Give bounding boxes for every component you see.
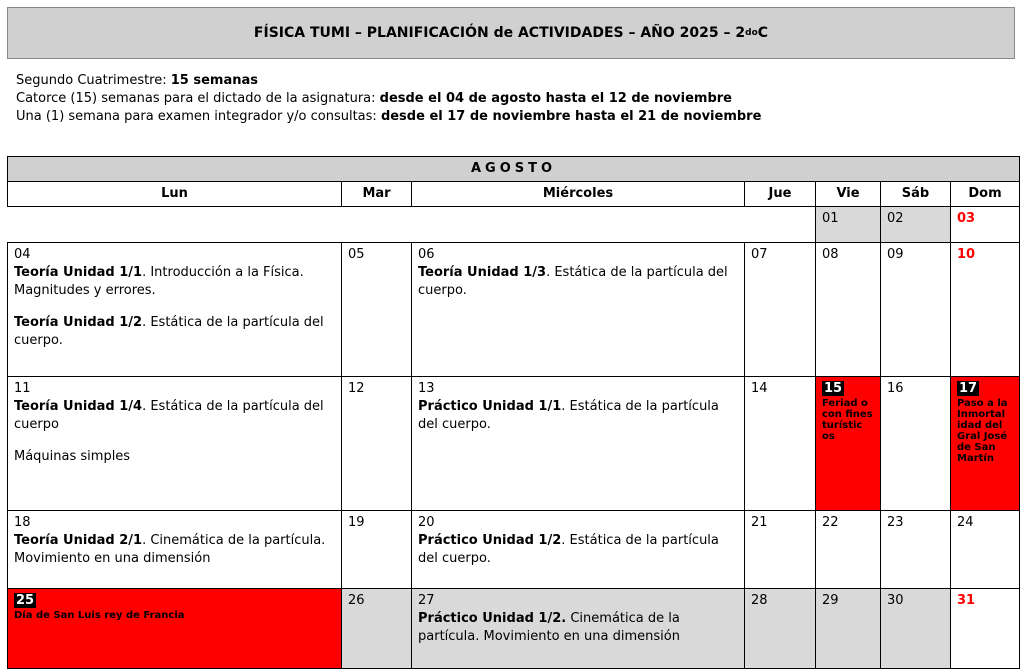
holiday-label: Feriad o con fines turístic os bbox=[822, 398, 873, 442]
day-cell-10: 10 bbox=[951, 243, 1020, 377]
day-cell-06: 06 Teoría Unidad 1/3. Estática de la partícula del cuerpo. bbox=[412, 243, 745, 377]
week-row-4 bbox=[8, 589, 1020, 669]
holiday-cell-15 bbox=[816, 377, 881, 511]
week-row-1 bbox=[8, 243, 1020, 377]
day-cell-22: 22 bbox=[816, 511, 881, 589]
day-cell-31: 31 bbox=[951, 589, 1020, 669]
header-lun: Lun bbox=[8, 182, 342, 207]
day-cell-21: 21 bbox=[745, 511, 816, 589]
day-cell-02: 02 bbox=[881, 207, 951, 243]
week-row-3 bbox=[8, 511, 1020, 589]
day-cell-13: 13 Práctico Unidad 1/1. Estática de la partícula del cuerpo. bbox=[412, 377, 745, 511]
holiday-label: Día de San Luis rey de Francia bbox=[14, 610, 185, 621]
holiday-day-number: 25 bbox=[16, 593, 35, 608]
day-cell-29: 29 bbox=[816, 589, 881, 669]
day-cell-11: 11 Teoría Unidad 1/4. Estática de la partícula del cuerpo Máquinas simples bbox=[8, 377, 342, 511]
activity-extra: Máquinas simples bbox=[14, 449, 131, 464]
day-cell-01: 01 bbox=[816, 207, 881, 243]
day-cell-24: 24 bbox=[951, 511, 1020, 589]
holiday-label: Paso a la Inmortal idad del Gral José de San Martín bbox=[957, 398, 1008, 464]
activity-entry: Práctico Unidad 1/2. Estática de la partícula del cuerpo. bbox=[418, 533, 719, 566]
month-row bbox=[8, 157, 1020, 182]
day-cell-26: 26 bbox=[342, 589, 412, 669]
empty-cell bbox=[8, 207, 816, 243]
day-cell-08: 08 bbox=[816, 243, 881, 377]
page-title bbox=[7, 7, 1015, 59]
day-cell-04: 04 Teoría Unidad 1/1. Introducción a la Física. Magnitudes y errores. Teoría Unidad 1/2. Estática de la partícula del cuerpo. bbox=[8, 243, 342, 377]
day-cell-27: 27 Práctico Unidad 1/2. Cinemática de la partícula. Movimiento en una dimensión bbox=[412, 589, 745, 669]
weekday-header-row bbox=[8, 182, 1020, 207]
activity-entry: Teoría Unidad 1/4. Estática de la partícula del cuerpo bbox=[14, 399, 324, 432]
activity-entry: Teoría Unidad 1/3. Estática de la partícula del cuerpo. bbox=[418, 265, 728, 298]
day-cell-14: 14 bbox=[745, 377, 816, 511]
header-mie: Miércoles bbox=[412, 182, 745, 207]
holiday-cell-25 bbox=[8, 589, 342, 669]
holiday-day-number: 17 bbox=[959, 381, 978, 396]
info-line-3: Una (1) semana para examen integrador y/o consultas: desde el 17 de noviembre hasta el 21 de noviembre bbox=[16, 109, 762, 124]
title-sup: do bbox=[745, 28, 758, 38]
calendar-table bbox=[7, 156, 1020, 669]
day-cell-05: 05 bbox=[342, 243, 412, 377]
day-cell-23: 23 bbox=[881, 511, 951, 589]
day-cell-19: 19 bbox=[342, 511, 412, 589]
day-cell-16: 16 bbox=[881, 377, 951, 511]
day-cell-07: 07 bbox=[745, 243, 816, 377]
header-vie: Vie bbox=[816, 182, 881, 207]
day-cell-18: 18 Teoría Unidad 2/1. Cinemática de la partícula. Movimiento en una dimensión bbox=[8, 511, 342, 589]
week-row-0 bbox=[8, 207, 1020, 243]
header-sab: Sáb bbox=[881, 182, 951, 207]
day-cell-03: 03 bbox=[951, 207, 1020, 243]
week-row-2 bbox=[8, 377, 1020, 511]
holiday-cell-17 bbox=[951, 377, 1020, 511]
holiday-day-number: 15 bbox=[824, 381, 843, 396]
day-cell-09: 09 bbox=[881, 243, 951, 377]
activity-entry: Teoría Unidad 2/1. Cinemática de la partícula. Movimiento en una dimensión bbox=[14, 533, 326, 566]
day-cell-20: 20 Práctico Unidad 1/2. Estática de la partícula del cuerpo. bbox=[412, 511, 745, 589]
header-mar: Mar bbox=[342, 182, 412, 207]
activity-entry: Práctico Unidad 1/1. Estática de la partícula del cuerpo. bbox=[418, 399, 719, 432]
header-jue: Jue bbox=[745, 182, 816, 207]
activity-entry: Teoría Unidad 1/1. Introducción a la Física. Magnitudes y errores. bbox=[14, 265, 304, 298]
day-cell-30: 30 bbox=[881, 589, 951, 669]
semester-info bbox=[16, 72, 761, 126]
day-cell-28: 28 bbox=[745, 589, 816, 669]
title-tail: C bbox=[757, 25, 769, 41]
day-cell-12: 12 bbox=[342, 377, 412, 511]
header-dom: Dom bbox=[951, 182, 1020, 207]
activity-entry: Teoría Unidad 1/2. Estática de la partícula del cuerpo. bbox=[14, 315, 324, 348]
info-line-1: Segundo Cuatrimestre: 15 semanas bbox=[16, 73, 259, 88]
month-label: AGOSTO bbox=[8, 157, 1020, 182]
title-main: FÍSICA TUMI – PLANIFICACIÓN de ACTIVIDADES – AÑO 2025 – 2 bbox=[253, 25, 746, 41]
info-line-2: Catorce (15) semanas para el dictado de la asignatura: desde el 04 de agosto hasta el 12 de noviembre bbox=[16, 91, 732, 106]
activity-entry: Práctico Unidad 1/2. Cinemática de la partícula. Movimiento en una dimensión bbox=[418, 611, 680, 644]
